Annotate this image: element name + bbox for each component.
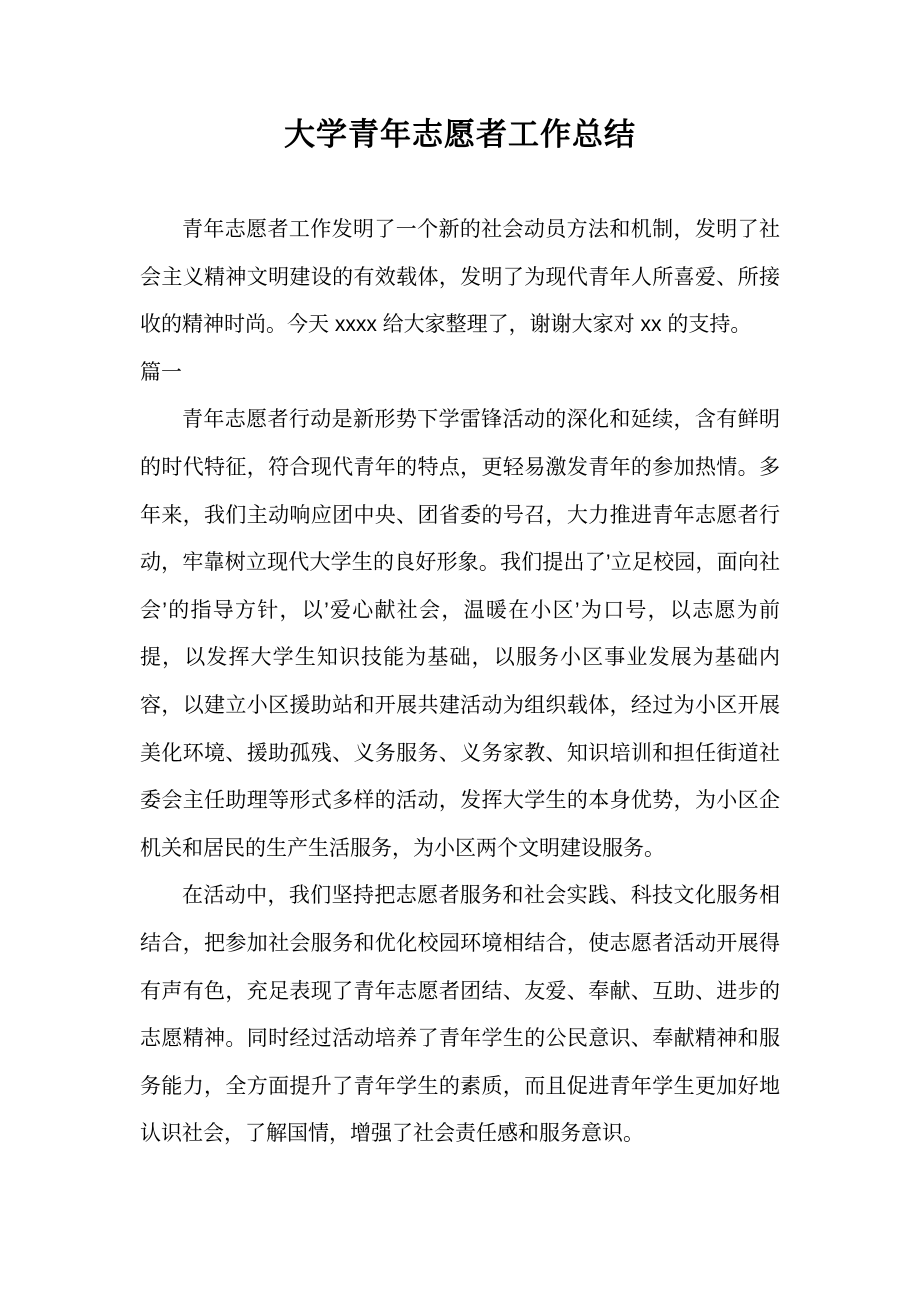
section-label: 篇一: [140, 360, 182, 384]
paragraph-section1-body2: 在活动中，我们坚持把志愿者服务和社会实践、科技文化服务相结合，把参加社会服务和优化校园环境相结合，使志愿者活动开展得有声有色，充足表现了青年志愿者团结、友爱、奉献、互助、进步的志愿精神。同时经过活动培养了青年学生的公民意识、奉献精神和服务能力，全方面提升了青年学生的素质，而且促进青年学生更加好地认识社会，了解国情，增强了社会责任感和服务意识。: [140, 884, 780, 1146]
document-body: [140, 206, 780, 1158]
paragraph-section1-body1: 青年志愿者行动是新形势下学雷锋活动的深化和延续，含有鲜明的时代特征，符合现代青年的特点，更轻易激发青年的参加热情。多年来，我们主动响应团中央、团省委的号召，大力推进青年志愿者行动，牢靠树立现代大学生的良好形象。我们提出了’立足校园，面向社会’的指导方针，以’爱心献社会，温暖在小区’为口号，以志愿为前提，以发挥大学生知识技能为基础，以服务小区事业发展为基础内容，以建立小区援助站和开展共建活动为组织载体，经过为小区开展美化环境、援助孤残、义务服务、义务家教、知识培训和担任街道社委会主任助理等形式多样的活动，发挥大学生的本身优势，为小区企机关和居民的生产生活服务，为小区两个文明建设服务。: [140, 408, 780, 860]
paragraph-intro: 青年志愿者工作发明了一个新的社会动员方法和机制，发明了社会主义精神文明建设的有效载体，发明了为现代青年人所喜爱、所接收的精神时尚。今天 xxxx 给大家整理了，谢谢大家对 xx 的支持。: [140, 218, 780, 337]
document-title: 大学青年志愿者工作总结: [284, 117, 636, 152]
